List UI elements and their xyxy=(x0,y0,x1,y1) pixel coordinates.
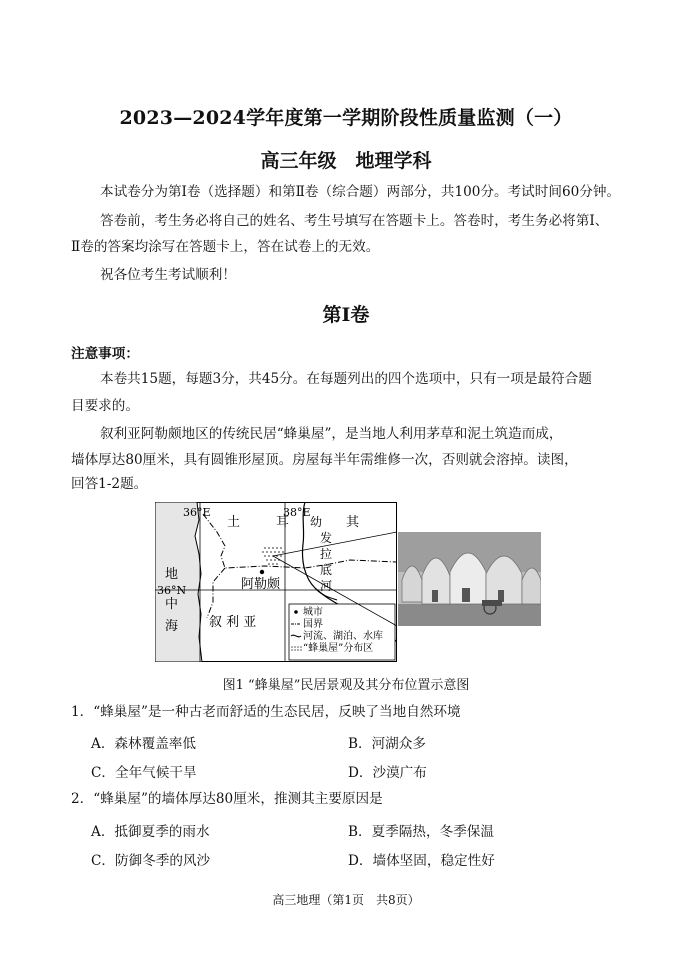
country-er-label: 耳 xyxy=(276,515,290,530)
page-footer: 高三地理（第1页 共8页） xyxy=(272,893,420,907)
figure-caption: 图1 “蜂巢屋”民居景观及其分布位置示意图 xyxy=(222,678,470,693)
notice-line-2: 目要求的。 xyxy=(71,398,139,414)
question-1-option-a[interactable]: A．森林覆盖率低 xyxy=(91,736,196,752)
question-2-option-a[interactable]: A．抵御夏季的雨水 xyxy=(91,824,210,840)
question-2-stem: 2．“蜂巢屋”的墙体厚达80厘米，推测其主要原因是 xyxy=(71,791,383,807)
river-label-3: 拉 xyxy=(320,547,333,561)
location-map xyxy=(155,502,397,662)
sea-label-3: 海 xyxy=(165,619,179,634)
exam-title: 2023—2024学年度第一学期阶段性质量监测（一） xyxy=(119,107,573,129)
country-tu-label: 土 xyxy=(227,515,241,530)
legend-beehive: “蜂巢屋”分布区 xyxy=(303,643,374,654)
notice-line-1: 本卷共15题，每题3分，共45分。在每题列出的四个选项中，只有一项是最符合题 xyxy=(100,371,592,387)
passage-line-2: 墙体厚达80厘米，具有圆锥形屋顶。房屋每半年需维修一次，否则就会溶掉。读图， xyxy=(71,452,578,468)
question-2-option-c[interactable]: C．防御冬季的风沙 xyxy=(91,853,211,869)
country-qi-label: 其 xyxy=(346,515,360,530)
intro-line-3: Ⅱ卷的答案均涂写在答题卡上，答在试卷上的无效。 xyxy=(71,239,380,255)
intro-line-1: 本试卷分为第Ⅰ卷（选择题）和第Ⅱ卷（综合题）两部分，共100分。考试时间60分钟。 xyxy=(100,184,621,200)
question-1-option-c[interactable]: C．全年气候干旱 xyxy=(91,765,197,781)
legend-city: 城市 xyxy=(303,607,323,618)
passage-line-1: 叙利亚阿勒颇地区的传统民居“蜂巢屋”，是当地人利用茅草和泥土筑造而成， xyxy=(100,426,563,442)
question-1-stem: 1．“蜂巢屋”是一种古老而舒适的生态民居，反映了当地自然环境 xyxy=(71,704,461,720)
sea-label-2: 中 xyxy=(165,597,179,612)
legend-border: 国界 xyxy=(303,619,323,630)
lat-36-label: 36°N xyxy=(157,584,187,597)
question-1-option-d[interactable]: D．沙漠广布 xyxy=(348,765,427,781)
question-1-option-b[interactable]: B．河湖众多 xyxy=(348,736,426,752)
river-label-2: 发 xyxy=(320,531,333,545)
question-2-option-b[interactable]: B．夏季隔热，冬季保温 xyxy=(348,824,494,840)
lon-38-label: 38°E xyxy=(283,506,311,519)
exam-subtitle: 高三年级 地理学科 xyxy=(260,150,432,172)
river-label-1: 幼 xyxy=(310,515,323,529)
river-label-4: 底 xyxy=(320,563,333,577)
beehive-house-photo xyxy=(398,532,541,626)
country2-label: 叙 利 亚 xyxy=(209,615,257,630)
aleppo-city-dot xyxy=(260,570,264,574)
section-title: 第Ⅰ卷 xyxy=(322,304,370,326)
intro-line-2: 答卷前，考生务必将自己的姓名、考生号填写在答题卡上。答卷时，考生务必将第Ⅰ、 xyxy=(100,213,609,229)
lon-36-label: 36°E xyxy=(183,506,211,519)
passage-line-3: 回答1-2题。 xyxy=(71,476,148,492)
map-svg xyxy=(155,502,397,662)
notice-label: 注意事项： xyxy=(71,346,139,362)
sea-label-1: 地 xyxy=(165,567,179,582)
question-2-option-d[interactable]: D．墙体坚固，稳定性好 xyxy=(348,853,495,869)
city-label: 阿勒颇 xyxy=(241,577,281,592)
photo-svg xyxy=(398,532,541,626)
river-label-5: 河 xyxy=(320,579,333,593)
legend-river: 河流、湖泊、水库 xyxy=(303,631,383,642)
intro-line-4: 祝各位考生考试顺利！ xyxy=(100,267,236,283)
